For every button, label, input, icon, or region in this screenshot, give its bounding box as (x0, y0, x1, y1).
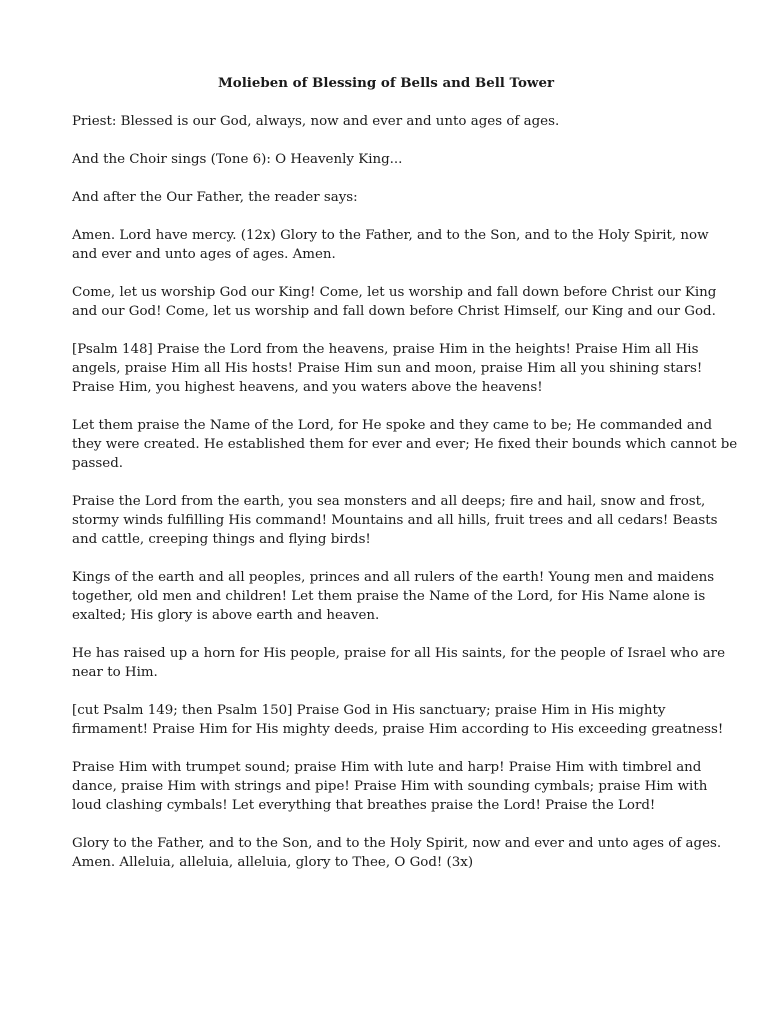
paragraph (72, 416, 738, 473)
text-line: near to Him. (72, 665, 158, 680)
paragraph (72, 701, 724, 739)
paragraph (72, 834, 722, 872)
document-title: Molieben of Blessing of Bells and Bell Tower (217, 75, 555, 91)
text-line: Praise Him, you highest heavens, and you waters above the heavens! (72, 380, 543, 395)
text-line: and cattle, creeping things and flying birds! (72, 532, 371, 547)
text-line: dance, praise Him with strings and pipe! Praise Him with sounding cymbals; praise Him with (72, 779, 708, 794)
paragraph (72, 644, 726, 682)
text-line: passed. (72, 456, 124, 471)
text-line: [cut Psalm 149; then Psalm 150] Praise God in His sanctuary; praise Him in His mighty (72, 703, 666, 718)
text-line: Kings of the earth and all peoples, princes and all rulers of the earth! Young men and maidens (72, 570, 715, 585)
text-line: Let them praise the Name of the Lord, for He spoke and they came to be; He commanded and (72, 418, 713, 433)
paragraph (72, 226, 709, 264)
paragraph (72, 340, 703, 397)
text-line: angels, praise Him all His hosts! Praise Him sun and moon, praise Him all you shining stars! (72, 361, 703, 376)
text-line: Praise the Lord from the earth, you sea monsters and all deeps; fire and hail, snow and frost, (72, 494, 706, 509)
paragraph (72, 188, 700, 207)
text-line: they were created. He established them for ever and ever; He fixed their bounds which cannot be (72, 437, 738, 452)
paragraph (72, 492, 718, 549)
text-line: together, old men and children! Let them praise the Name of the Lord, for His Name alone is (72, 589, 706, 604)
paragraph (72, 758, 708, 815)
text-line: firmament! Praise Him for His mighty deeds, praise Him according to His exceeding greatness! (72, 722, 724, 737)
text-line: stormy winds fulfilling His command! Mountains and all hills, fruit trees and all cedars! Beasts (72, 513, 718, 528)
text-line: Amen. Alleluia, alleluia, alleluia, glory to Thee, O God! (3x) (72, 855, 474, 870)
text-line: exalted; His glory is above earth and heaven. (72, 608, 380, 623)
text-line: and our God! Come, let us worship and fall down before Christ Himself, our King and our God. (72, 304, 716, 319)
text-line: And the Choir sings (Tone 6): O Heavenly King... (72, 152, 403, 167)
text-line: And after the Our Father, the reader says: (72, 190, 358, 205)
text-line: loud clashing cymbals! Let everything that breathes praise the Lord! Praise the Lord! (72, 798, 656, 813)
document-body (72, 112, 738, 872)
paragraph (72, 150, 700, 169)
paragraph (72, 568, 715, 625)
text-line: He has raised up a horn for His people, praise for all His saints, for the people of Israel who are (72, 646, 726, 661)
paragraph (72, 283, 717, 321)
text-line: Come, let us worship God our King! Come, let us worship and fall down before Christ our King (72, 285, 717, 300)
text-line: Amen. Lord have mercy. (12x) Glory to the Father, and to the Son, and to the Holy Spirit, now (72, 228, 709, 243)
text-line: [Psalm 148] Praise the Lord from the heavens, praise Him in the heights! Praise Him all His (72, 342, 699, 357)
text-line: Priest: Blessed is our God, always, now and ever and unto ages of ages. (72, 114, 560, 129)
paragraph (72, 112, 700, 131)
text-line: Praise Him with trumpet sound; praise Him with lute and harp! Praise Him with timbrel and (72, 760, 702, 775)
text-line: Glory to the Father, and to the Son, and to the Holy Spirit, now and ever and unto ages of ages. (72, 836, 722, 851)
text-line: and ever and unto ages of ages. Amen. (72, 247, 336, 262)
